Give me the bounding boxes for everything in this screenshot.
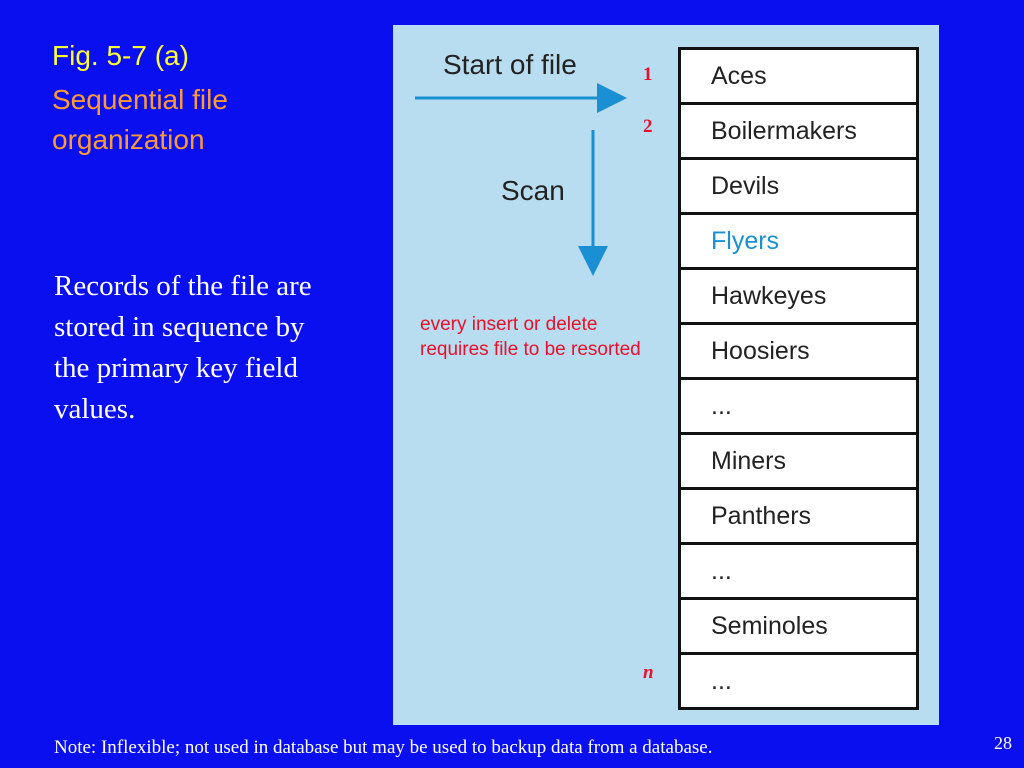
- record-row: Flyers: [681, 215, 916, 270]
- record-row: Miners: [681, 435, 916, 490]
- scan-label: Scan: [501, 175, 565, 206]
- resort-annotation: every insert or delete requires file to be resorted: [420, 314, 641, 360]
- record-row: Panthers: [681, 490, 916, 545]
- page-number: 28: [994, 733, 1012, 753]
- index-first: 1: [643, 64, 653, 85]
- footer-note: Note: Inflexible; not used in database but may be used to backup data from a database.: [54, 737, 713, 758]
- index-second: 2: [643, 116, 653, 137]
- slide-subtitle: Sequential file organization: [52, 84, 228, 155]
- record-row: Seminoles: [681, 600, 916, 655]
- record-list: [678, 47, 919, 710]
- record-row: Hawkeyes: [681, 270, 916, 325]
- index-last: n: [643, 662, 654, 683]
- body-text: Records of the file are stored in sequence by the primary key field values.: [54, 270, 312, 425]
- record-row: Boilermakers: [681, 105, 916, 160]
- record-row: Aces: [681, 47, 916, 105]
- record-row: ...: [681, 380, 916, 435]
- start-of-file-label: Start of file: [443, 49, 577, 80]
- record-row: ...: [681, 545, 916, 600]
- record-row: Devils: [681, 160, 916, 215]
- sequential-file-figure: [393, 25, 939, 725]
- slide-title: Fig. 5-7 (a): [52, 40, 189, 71]
- record-row: ...: [681, 655, 916, 710]
- record-row: Hoosiers: [681, 325, 916, 380]
